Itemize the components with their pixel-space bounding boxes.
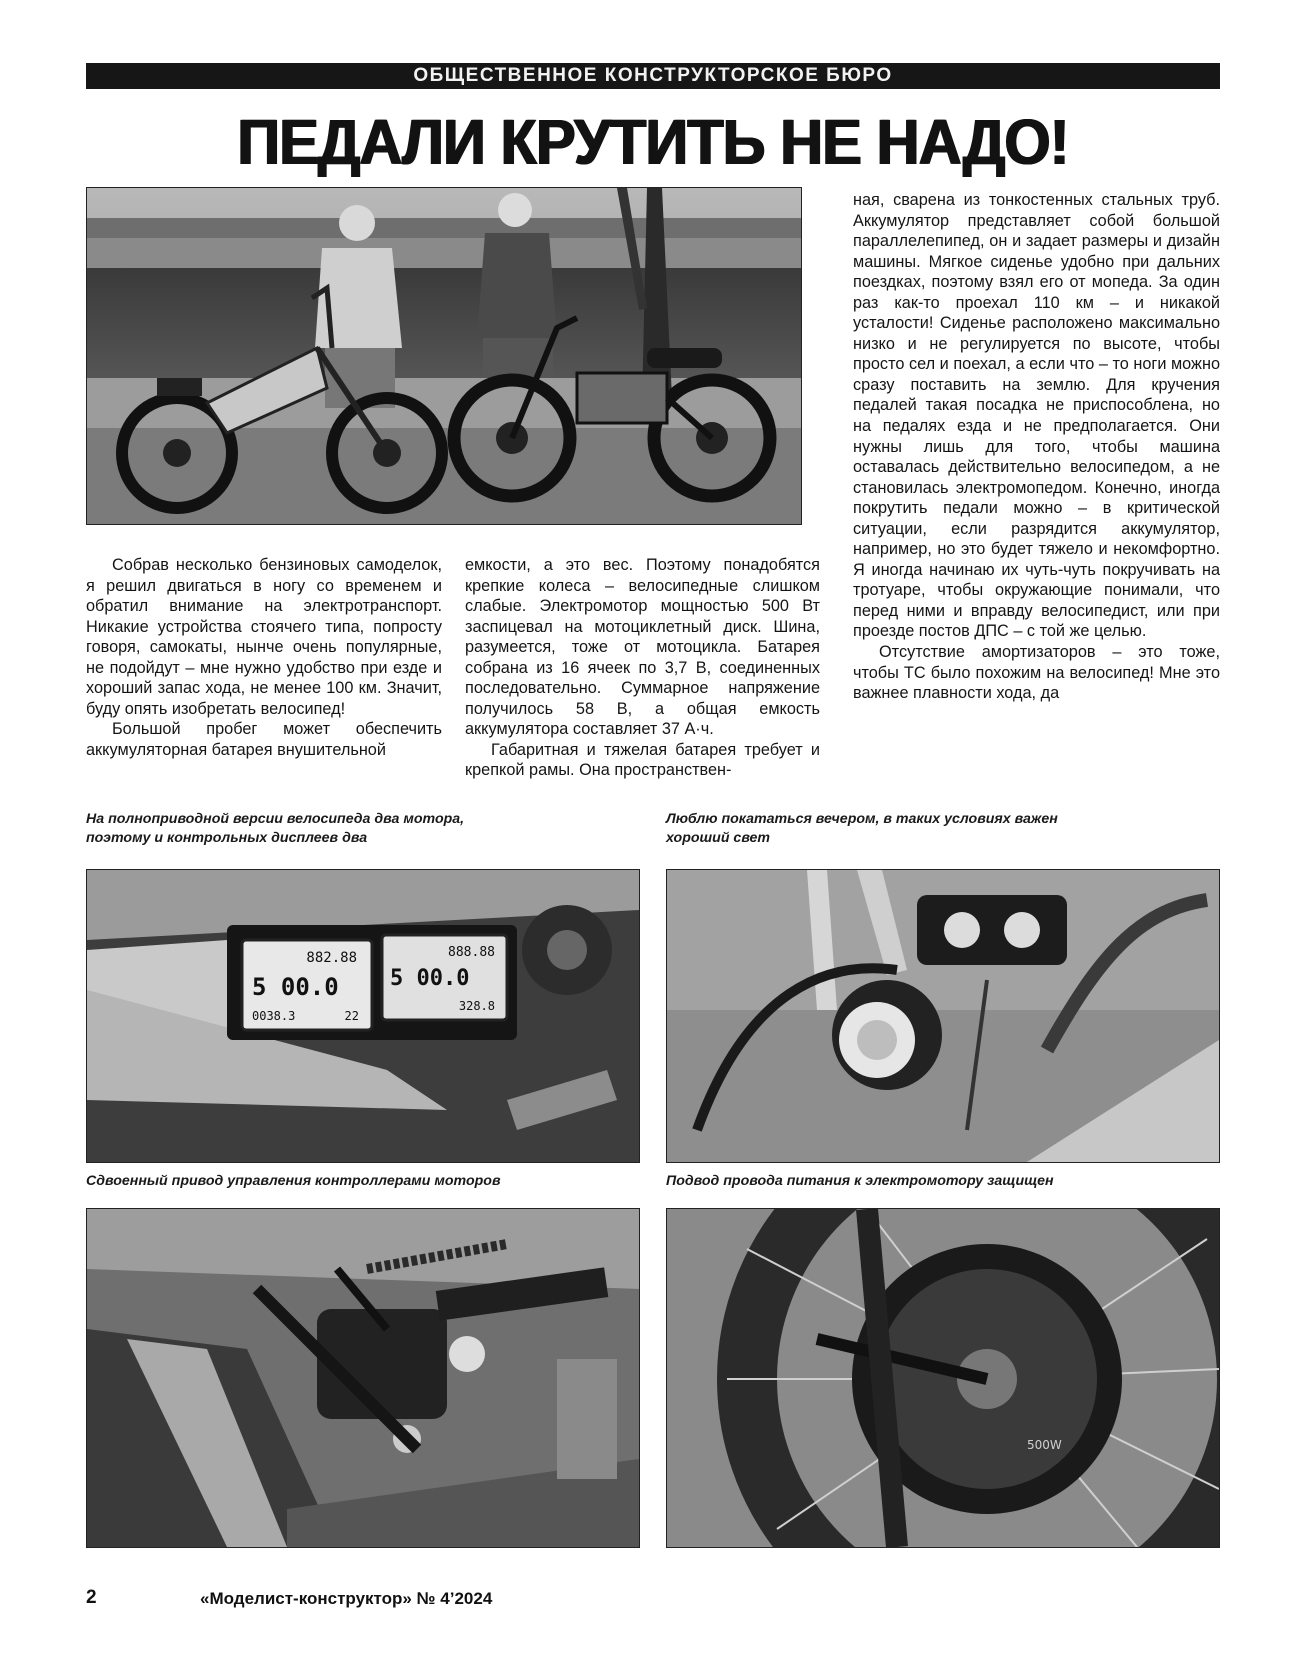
photo-caption-displays [86, 810, 646, 848]
display-left-trip: 22 [344, 1009, 359, 1023]
article-headline: ПЕДАЛИ КРУТИТЬ НЕ НАДО! [237, 106, 1069, 178]
paragraph: Отсутствие амортизаторов – это тоже, чтобы ТС было похожим на велосипед! Мне это важнее плавности хода, да [853, 643, 1220, 703]
photo-caption-throttle: Сдвоенный привод управления контроллерами моторов [86, 1173, 501, 1189]
display-left-top: 882.88 [306, 950, 357, 966]
photo-headlights [666, 869, 1220, 1163]
display-left-odo: 0038.3 [252, 1009, 296, 1023]
caption-line: На полноприводной версии велосипеда два мотора, [86, 811, 465, 827]
paragraph: емкости, а это вес. Поэтому понадобятся крепкие колеса – велосипедные слишком слабые. Электромотор мощностью 500 Вт заспицевал на мотоциклетный диск. Шина, разумеется, тоже от мотоцикла. Батарея собрана из 16 ячеек по 3,7 В, соединенных последовательно. Суммарное напряжение получилось 58 В, а общая емкость аккумулятора составляет 37 А·ч. [465, 556, 820, 739]
paragraph: Большой пробег может обеспечить аккумуляторная батарея внушительной [86, 720, 442, 759]
photo-caption-lights [666, 810, 1220, 848]
photo-caption-motor-cable: Подвод провода питания к электромотору защищен [666, 1173, 1054, 1189]
caption-line: Люблю покататься вечером, в таких условиях важен [666, 811, 1058, 827]
article-column-1 [86, 555, 442, 760]
paragraph: ная, сварена из тонкостенных стальных труб. Аккумулятор представляет собой большой параллелепипед, он и задает размеры и дизайн машины. Мягкое сиденье удобно при дальних поездках, поэтому взял его от мопеда. За один раз как-то проехал 110 км – и никакой усталости! Сиденье расположено максимально низко и не регулируется по высоте, чтобы просто сел и поехал, а если что – то ноги можно сразу поставить на землю. Для кручения педалей такая посадка не приспособлена, но на педалях езда и не предполагается. Они нужны лишь для того, чтобы машина оставалась действительно велосипедом, а не становилась электромопедом. Конечно, иногда покрутить педали можно – в критической ситуации, если разрядится аккумулятор, например, но это будет тяжело и некомфортно. Я иногда начинаю их чуть-чуть покручивать на тротуаре, чтобы окружающие понимали, что перед ними и вправду велосипедист, или при проезде постов ДПС – с той же целью. [853, 191, 1220, 641]
magazine-issue: «Моделист-конструктор» № 4’2024 [200, 1589, 493, 1608]
photo-hub-motor [666, 1208, 1220, 1548]
section-banner: ОБЩЕСТВЕННОЕ КОНСТРУКТОРСКОЕ БЮРО [86, 63, 1220, 89]
article-column-2 [465, 555, 820, 781]
paragraph: Собрав несколько бензиновых самоделок, я решил двигаться в ногу со временем и обратил внимание на электротранспорт. Никакие устройства стоячего типа, попросту говоря, самокаты, нынче очень популярные, не подойдут – мне нужно удобство при езде и хороший запас хода, не менее 100 км. Значит, буду опять изобретать велосипед! [86, 556, 442, 718]
display-left-speed: 5 00.0 [252, 973, 339, 1001]
photo-control-displays [86, 869, 640, 1163]
display-right-top: 888.88 [448, 945, 495, 960]
page-number: 2 [86, 1587, 97, 1608]
paragraph: Габаритная и тяжелая батарея требует и крепкой рамы. Она пространствен- [465, 740, 820, 780]
display-right-speed: 5 00.0 [390, 966, 470, 991]
photo-controller-linkage [86, 1208, 640, 1548]
motor-label: 500W [1027, 1438, 1062, 1452]
display-right-odo: 328.8 [458, 999, 495, 1013]
photo-two-men-with-ebikes [86, 187, 802, 525]
caption-line: хороший свет [666, 830, 771, 846]
caption-line: поэтому и контрольных дисплеев два [86, 830, 368, 846]
article-column-3 [853, 190, 1220, 704]
